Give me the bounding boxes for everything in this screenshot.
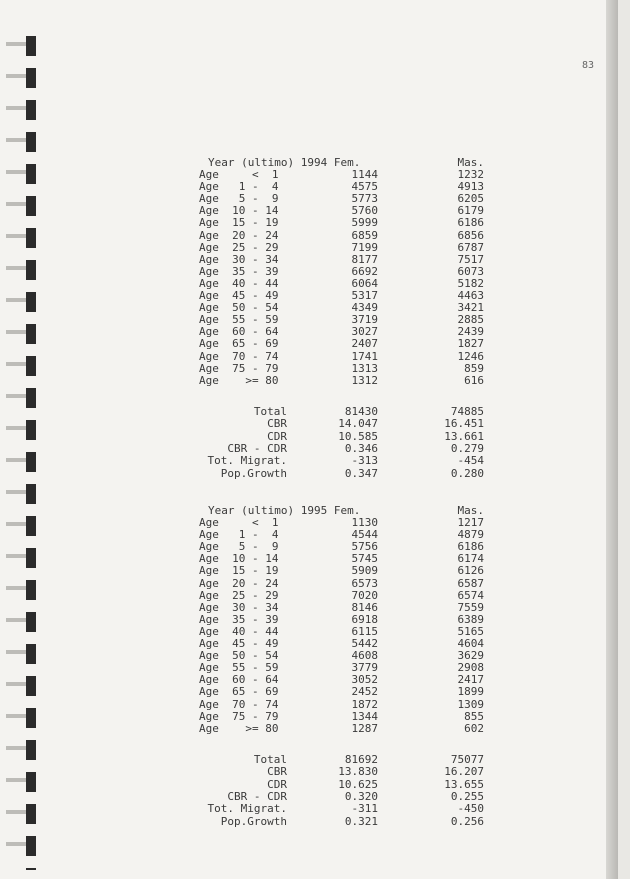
table-header-row (0, 505, 630, 517)
summary-label: CBR - CDR (227, 441, 287, 455)
table-row (0, 614, 630, 626)
fem-value: 7020 (351, 588, 378, 602)
fem-value: 5773 (351, 192, 378, 206)
fem-value: 5756 (351, 540, 378, 554)
fem-value: 1741 (351, 349, 378, 363)
year-fem-header: Year (ultimo) 1995 Fem. (208, 504, 361, 517)
table-row (0, 205, 630, 217)
table-row (0, 266, 630, 278)
mas-summary-value: 0.255 (450, 789, 484, 803)
table-row (0, 541, 630, 553)
fem-value: 3779 (351, 661, 378, 675)
mas-value: 6574 (457, 588, 484, 602)
age-group-label: Age 30 - 34 (199, 600, 279, 614)
age-group-label: Age 70 - 74 (199, 697, 279, 711)
mas-value: 4879 (457, 528, 484, 542)
summary-row (0, 443, 630, 455)
mas-value: 6174 (457, 552, 484, 566)
mas-value: 855 (464, 709, 484, 723)
summary-row (0, 766, 630, 778)
table-row (0, 193, 630, 205)
fem-value: 1287 (351, 721, 378, 735)
year-fem-header: Year (ultimo) 1994 Fem. (208, 156, 361, 169)
summary-row (0, 816, 630, 828)
age-group-label: Age 55 - 59 (199, 661, 279, 675)
age-group-label: Age < 1 (199, 168, 279, 181)
mas-value: 859 (464, 361, 484, 375)
table-row (0, 517, 630, 529)
table-row (0, 169, 630, 181)
mas-value: 2439 (457, 325, 484, 339)
fem-summary-value: 13.830 (338, 765, 378, 779)
fem-value: 5442 (351, 637, 378, 650)
summary-label: CBR (267, 765, 287, 779)
age-group-label: Age 5 - 9 (199, 540, 279, 554)
fem-value: 1872 (351, 697, 378, 711)
age-group-label: Age 1 - 4 (199, 528, 279, 542)
fem-value: 6115 (351, 624, 378, 638)
table-row (0, 723, 630, 735)
summary-label: Tot. Migrat. (207, 454, 287, 468)
fem-value: 1313 (351, 361, 378, 375)
fem-summary-value: 81692 (344, 753, 378, 766)
age-group-label: Age >= 80 (199, 721, 279, 735)
mas-summary-value: -450 (457, 802, 484, 816)
fem-value: 3052 (351, 673, 378, 687)
fem-value: 1130 (351, 516, 378, 529)
mas-value: 1899 (457, 685, 484, 699)
fem-value: 1144 (351, 168, 378, 181)
table-row (0, 290, 630, 302)
table-row (0, 602, 630, 614)
mas-value: 4604 (457, 637, 484, 650)
mas-value: 6126 (457, 564, 484, 578)
mas-value: 6179 (457, 204, 484, 218)
age-group-label: Age 50 - 54 (199, 649, 279, 663)
table-row (0, 375, 630, 387)
mas-value: 1827 (457, 337, 484, 351)
fem-value: 4544 (351, 528, 378, 542)
table-row (0, 662, 630, 674)
mas-summary-value: 0.279 (450, 441, 484, 455)
fem-summary-value: -311 (351, 802, 378, 816)
fem-value: 6918 (351, 612, 378, 626)
table-header-row (0, 157, 630, 169)
mas-value: 3629 (457, 649, 484, 663)
age-group-label: Age 55 - 59 (199, 313, 279, 327)
fem-value: 7199 (351, 240, 378, 254)
fem-summary-value: 0.321 (344, 814, 378, 828)
age-group-label: Age 65 - 69 (199, 685, 279, 699)
fem-value: 5760 (351, 204, 378, 218)
mas-summary-value: 0.280 (450, 466, 484, 480)
summary-row (0, 754, 630, 766)
mas-summary-value: 74885 (450, 405, 484, 418)
mas-summary-value: 0.256 (450, 814, 484, 828)
table-row (0, 230, 630, 242)
summary-row (0, 431, 630, 443)
mas-summary-value: 16.207 (444, 765, 484, 779)
summary-label: Total (253, 753, 287, 766)
age-group-label: Age 40 - 44 (199, 624, 279, 638)
age-group-label: Age 5 - 9 (199, 192, 279, 206)
mas-value: 6205 (457, 192, 484, 206)
table-row (0, 242, 630, 254)
summary-label: Total (253, 405, 287, 418)
summary-row (0, 455, 630, 467)
summary-label: CBR (267, 417, 287, 431)
summary-label: Tot. Migrat. (207, 802, 287, 816)
age-group-label: Age 20 - 24 (199, 576, 279, 590)
age-group-label: Age 30 - 34 (199, 252, 279, 266)
mas-value: 1309 (457, 697, 484, 711)
mas-value: 7559 (457, 600, 484, 614)
table-row (0, 338, 630, 350)
fem-value: 1344 (351, 709, 378, 723)
mas-summary-value: 75077 (450, 753, 484, 766)
age-group-label: Age 20 - 24 (199, 228, 279, 242)
age-group-label: Age 65 - 69 (199, 337, 279, 351)
fem-value: 4349 (351, 301, 378, 315)
mas-summary-value: -454 (457, 454, 484, 468)
mas-value: 7517 (457, 252, 484, 266)
table-row (0, 326, 630, 338)
mas-value: 6856 (457, 228, 484, 242)
mas-value: 3421 (457, 301, 484, 315)
summary-row (0, 791, 630, 803)
mas-value: 1246 (457, 349, 484, 363)
fem-value: 4608 (351, 649, 378, 663)
fem-value: 6859 (351, 228, 378, 242)
summary-label: CDR (267, 429, 287, 443)
fem-value: 1312 (351, 373, 378, 387)
mas-value: 6787 (457, 240, 484, 254)
fem-value: 3719 (351, 313, 378, 327)
fem-value: 5909 (351, 564, 378, 578)
fem-value: 2407 (351, 337, 378, 351)
mas-value: 2908 (457, 661, 484, 675)
mas-value: 1217 (457, 516, 484, 529)
table-row (0, 711, 630, 723)
age-group-label: Age 40 - 44 (199, 276, 279, 290)
mas-summary-value: 16.451 (444, 417, 484, 431)
table-row (0, 278, 630, 290)
summary-label: Pop.Growth (220, 466, 287, 480)
table-row (0, 626, 630, 638)
summary-row (0, 418, 630, 430)
age-group-label: Age 50 - 54 (199, 301, 279, 315)
age-group-label: Age 25 - 29 (199, 240, 279, 254)
age-group-label: Age 25 - 29 (199, 588, 279, 602)
age-group-label: Age 10 - 14 (199, 204, 279, 218)
mas-value: 2417 (457, 673, 484, 687)
fem-summary-value: 0.346 (344, 441, 378, 455)
fem-value: 8146 (351, 600, 378, 614)
age-group-label: Age 15 - 19 (199, 216, 279, 230)
mas-value: 602 (464, 721, 484, 735)
fem-value: 3027 (351, 325, 378, 339)
table-row (0, 254, 630, 266)
table-row (0, 553, 630, 565)
fem-summary-value: 0.347 (344, 466, 378, 480)
mas-value: 6186 (457, 540, 484, 554)
summary-row (0, 803, 630, 815)
table-row (0, 217, 630, 229)
mas-value: 2885 (457, 313, 484, 327)
mas-summary-value: 13.655 (444, 777, 484, 791)
fem-summary-value: 81430 (344, 405, 378, 418)
age-group-label: Age < 1 (199, 516, 279, 529)
age-group-label: Age 10 - 14 (199, 552, 279, 566)
mas-value: 1232 (457, 168, 484, 181)
fem-value: 6692 (351, 264, 378, 278)
table-row (0, 578, 630, 590)
mas-value: 5165 (457, 624, 484, 638)
summary-row (0, 468, 630, 480)
age-group-label: Age 75 - 79 (199, 361, 279, 375)
age-group-label: Age 45 - 49 (199, 289, 279, 302)
age-group-label: Age 60 - 64 (199, 673, 279, 687)
summary-row (0, 406, 630, 418)
table-row (0, 638, 630, 650)
summary-row (0, 779, 630, 791)
mas-header: Mas. (457, 156, 484, 169)
summary-label: CDR (267, 777, 287, 791)
page-number: 83 (582, 60, 595, 71)
fem-summary-value: 10.585 (338, 429, 378, 443)
age-group-label: Age 1 - 4 (199, 180, 279, 194)
table-row (0, 302, 630, 314)
mas-header: Mas. (457, 504, 484, 517)
mas-value: 6186 (457, 216, 484, 230)
table-row (0, 674, 630, 686)
fem-value: 5999 (351, 216, 378, 230)
mas-value: 4913 (457, 180, 484, 194)
age-group-label: Age >= 80 (199, 373, 279, 387)
table-row (0, 686, 630, 698)
age-group-label: Age 60 - 64 (199, 325, 279, 339)
mas-value: 6587 (457, 576, 484, 590)
fem-value: 5745 (351, 552, 378, 566)
fem-summary-value: -313 (351, 454, 378, 468)
age-group-label: Age 15 - 19 (199, 564, 279, 578)
fem-value: 4575 (351, 180, 378, 194)
mas-value: 5182 (457, 276, 484, 290)
table-row (0, 363, 630, 375)
fem-summary-value: 0.320 (344, 789, 378, 803)
fem-value: 5317 (351, 289, 378, 302)
age-group-label: Age 35 - 39 (199, 264, 279, 278)
mas-value: 6073 (457, 264, 484, 278)
table-row (0, 181, 630, 193)
fem-value: 6573 (351, 576, 378, 590)
summary-label: Pop.Growth (220, 814, 287, 828)
mas-summary-value: 13.661 (444, 429, 484, 443)
table-row (0, 565, 630, 577)
summary-label: CBR - CDR (227, 789, 287, 803)
fem-value: 2452 (351, 685, 378, 699)
age-group-label: Age 35 - 39 (199, 612, 279, 626)
age-group-label: Age 45 - 49 (199, 637, 279, 650)
table-row (0, 590, 630, 602)
mas-value: 4463 (457, 289, 484, 302)
table-row (0, 650, 630, 662)
table-row (0, 314, 630, 326)
fem-summary-value: 14.047 (338, 417, 378, 431)
fem-value: 8177 (351, 252, 378, 266)
fem-summary-value: 10.625 (338, 777, 378, 791)
age-group-label: Age 75 - 79 (199, 709, 279, 723)
fem-value: 6064 (351, 276, 378, 290)
mas-value: 6389 (457, 612, 484, 626)
table-row (0, 529, 630, 541)
table-row (0, 351, 630, 363)
mas-value: 616 (464, 373, 484, 387)
table-row (0, 699, 630, 711)
age-group-label: Age 70 - 74 (199, 349, 279, 363)
